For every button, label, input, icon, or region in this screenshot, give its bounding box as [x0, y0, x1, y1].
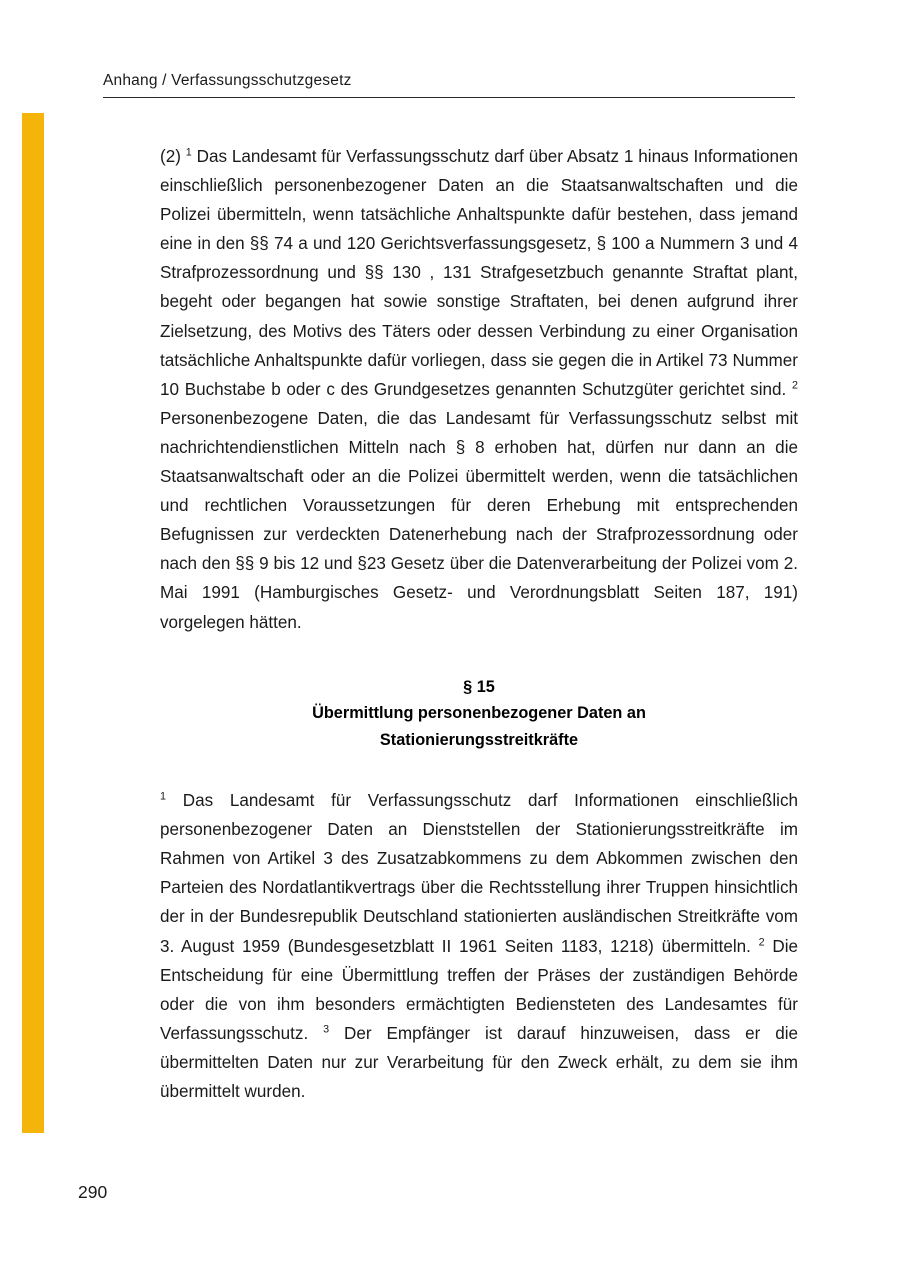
- section-title-line-2: Stationierungsstreitkräfte: [379, 730, 579, 749]
- heading-spacer-top: [160, 637, 798, 674]
- paragraph-paragraf-15: [160, 786, 798, 1106]
- sentence-number-3: 3: [323, 1023, 330, 1036]
- page-content: [160, 142, 798, 1106]
- paragraph-sentence-2: Die Entscheidung für eine Übermittlung treffen der Präses der zuständigen Behörde oder die von ihm besonders ermächtigten Bediensteten des Landesamtes für Verfassungsschutz.: [160, 936, 799, 1043]
- sentence-number-1: 1: [185, 146, 192, 159]
- section-number: § 15: [463, 677, 495, 696]
- paragraph-sentence-3: Der Empfänger ist darauf hinzuweisen, dass er die übermittelten Daten nur zur Verarbeitung für den Zweck erhält, zu dem sie ihm übermittelt wurden.: [160, 1023, 798, 1102]
- sentence-number-2: 2: [758, 935, 765, 948]
- sentence-number-2: 2: [792, 379, 799, 392]
- page-edge-marker: [22, 113, 44, 1133]
- running-header-title: Anhang / Verfassungsschutzgesetz: [103, 72, 352, 89]
- sentence-number-1: 1: [160, 790, 166, 803]
- running-header: [103, 72, 795, 98]
- heading-spacer-bottom: [160, 753, 798, 786]
- page-number: 290: [78, 1182, 108, 1202]
- paragraph-sentence-2: Personenbezogene Daten, die das Landesamt für Verfassungsschutz selbst mit nachrichtendienstlichen Mitteln nach § 8 erhoben hat, dürfen nur dann an die Staatsanwaltschaft oder an die Polizei übermittelt werden, wenn die tatsächlichen und rechtlichen Voraussetzungen für deren Erhebung mit entsprechenden Befugnissen zur verdeckten Datenerhebung nach der Strafprozessordnung oder nach den §§ 9 bis 12 und §23 Gesetz über die Datenverarbeitung der Polizei vom 2. Mai 1991 (Hamburgisches Gesetz- und Verordnungsblatt Seiten 187, 191) vorgelegen hätten.: [160, 408, 798, 632]
- section-title-line-1: Übermittlung personenbezogener Daten an: [312, 704, 646, 723]
- paragraph-sentence-1: Das Landesamt für Verfassungsschutz darf Informationen einschließlich personenbezogener Daten an Dienststellen der Stationierungsstreitkräfte im Rahmen von Artikel 3 des Zusatzabkommens zu dem Abkommen zwischen den Parteien des Nordatlantikvertrags über die Rechtsstellung ihrer Truppen hinsichtlich der in der Bundesrepublik Deutschland stationierten ausländischen Streitkräfte vom 3. August 1959 (Bundesgesetzblatt II 1961 Seiten 1183, 1218) übermitteln.: [160, 791, 798, 956]
- paragraph-marker: (2): [160, 147, 181, 166]
- paragraph-absatz-2: [160, 142, 798, 637]
- paragraph-sentence-1: Das Landesamt für Verfassungsschutz darf über Absatz 1 hinaus Informationen einschließlich personenbezogener Daten an die Staatsanwaltschaften und die Polizei übermitteln, wenn tatsächliche Anhaltspunkte dafür bestehen, dass jemand eine in den §§ 74 a und 120 Gerichtsverfassungsgesetz, § 100 a Nummern 3 und 4 Strafprozessordnung und §§ 130 , 131 Strafgesetzbuch genannte Straftat plant, begeht oder begangen hat sowie sonstige Straftaten, bei denen aufgrund ihrer Zielsetzung, des Motivs des Täters oder dessen Verbindung zu einer Organisation tatsächliche Anhaltspunkte dafür vorliegen, dass sie gegen die in Artikel 73 Nummer 10 Buchstabe b oder c des Grundgesetzes genannten Schutzgüter gerichtet sind.: [160, 147, 799, 399]
- header-divider: [103, 97, 795, 98]
